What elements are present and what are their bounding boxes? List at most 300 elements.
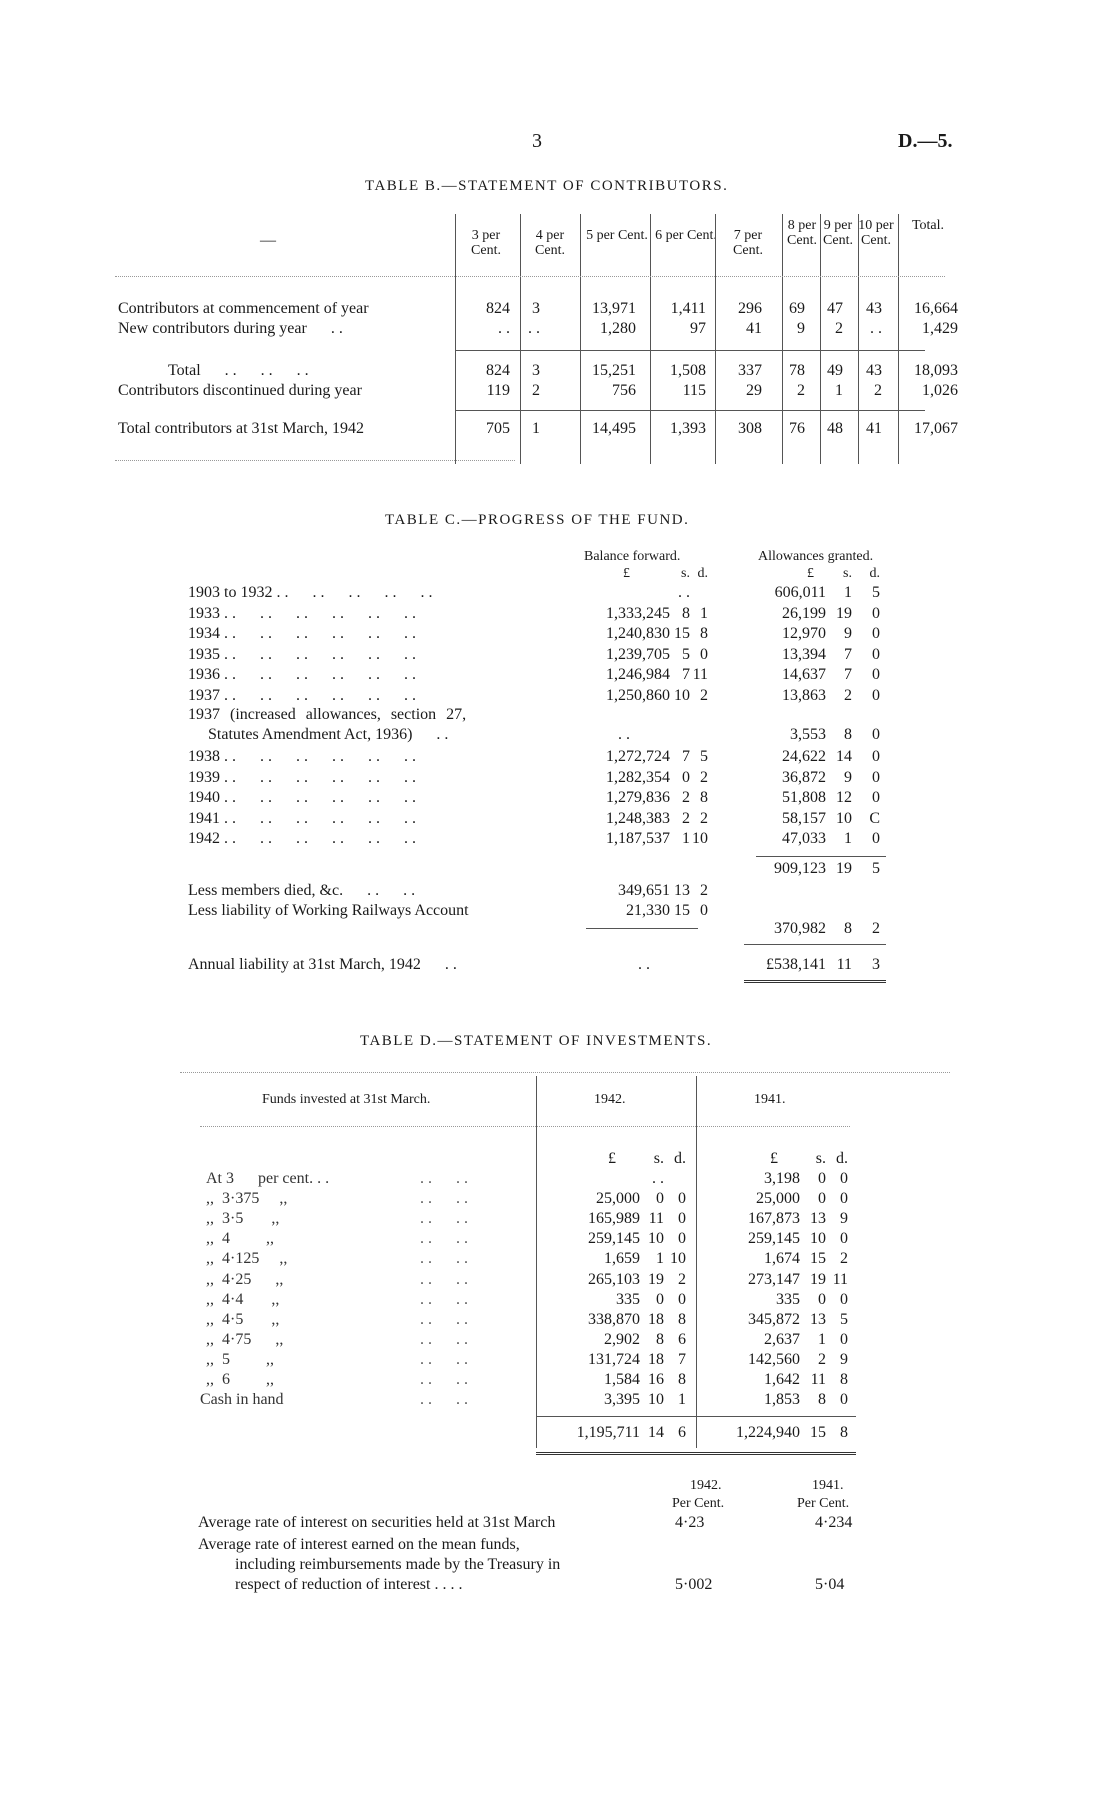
table-d-1941-cell: 1	[818, 1330, 826, 1348]
table-c-allowances-header: Allowances granted.	[758, 549, 874, 564]
table-c-annual-label: Annual liability at 31st March, 1942 . .	[188, 956, 457, 973]
table-b-col-header: 10 per Cent.	[858, 218, 894, 248]
table-b-col-header: 9 per Cent.	[823, 218, 853, 248]
table-d-1941-unit: £	[770, 1150, 778, 1167]
table-c-allowance-cell: 13,394	[782, 645, 826, 663]
table-d-1942-unit: d.	[674, 1150, 686, 1167]
table-c-balance-cell: 1,187,537	[606, 830, 670, 847]
table-d-1942-cell: 10	[648, 1230, 664, 1248]
table-c-balance-cell: 1,246,984	[606, 666, 670, 683]
table-d-row-leader: . . . .	[420, 1371, 468, 1388]
table-d-total-rule	[536, 1416, 856, 1417]
table-d-1941-cell: 9	[840, 1210, 848, 1228]
table-c-subtotal-cell: 909,123	[774, 860, 826, 877]
table-c-special-allowance: 8	[844, 726, 852, 743]
table-b-cell: 78	[789, 362, 805, 379]
table-d-row-label: ,, 4·5 ,,	[206, 1310, 280, 1328]
table-d-1941-unit: d.	[836, 1150, 848, 1167]
table-b-cell: 9	[797, 320, 805, 337]
table-d-1942-cell: 1,659	[604, 1250, 640, 1268]
table-c-row-label: 1940 . . . . . . . . . . . .	[188, 789, 416, 806]
table-c-allowance-cell: 1	[844, 830, 852, 847]
table-b-cell: 13,971	[592, 300, 636, 317]
table-c-allowance-cell: 9	[844, 625, 852, 642]
table-c-balance-cell: 1,279,836	[606, 789, 670, 806]
table-c-balance-cell: 2	[700, 686, 708, 704]
table-c-allowance-cell: 14,637	[782, 666, 826, 683]
table-b-row-label: Contributors at commencement of year	[118, 300, 369, 317]
table-c-allowance-unit: £	[807, 566, 814, 581]
table-c-allowance-unit: d.	[869, 566, 880, 581]
table-b-cell: 1,393	[670, 420, 706, 437]
table-d-1941-cell: 345,872	[748, 1310, 800, 1328]
table-d-1941-cell: 0	[840, 1230, 848, 1248]
table-b-col-header: 5 per Cent.	[586, 228, 648, 243]
table-d-1942-cell: 0	[678, 1210, 686, 1228]
table-c-row-label: 1939 . . . . . . . . . . . .	[188, 768, 416, 786]
table-c-less-died-label: Less members died, &c. . . . .	[188, 882, 416, 899]
table-d-1942-cell: 2,902	[604, 1330, 640, 1348]
table-c-balance-unit: d.	[697, 566, 708, 581]
table-d-row-leader: . . . .	[420, 1230, 468, 1248]
table-b-col-header: 7 per Cent.	[733, 228, 763, 258]
table-b-cell: 1,411	[670, 300, 706, 317]
table-d-1941-cell: 0	[818, 1190, 826, 1208]
table-b-row-label: New contributors during year . .	[118, 320, 343, 337]
interest-row2-label-1: Average rate of interest earned on the mean funds,	[198, 1536, 520, 1553]
table-d-1941-cell: 5	[840, 1310, 848, 1328]
table-d-header-rule	[200, 1126, 850, 1127]
table-d-1941-cell: 9	[840, 1350, 848, 1368]
table-b-cell: 43	[866, 300, 882, 317]
table-c-balance-cell: 1,272,724	[606, 748, 670, 765]
table-d-1942-cell: 18	[648, 1350, 664, 1368]
table-c-allowance-cell: 12	[836, 789, 852, 806]
table-c-allowance-cell: 36,872	[782, 768, 826, 786]
table-c-balance-unit: s.	[681, 566, 690, 581]
table-d-1942-cell: 131,724	[588, 1350, 640, 1368]
table-d-1942-cell: 0	[678, 1190, 686, 1208]
table-c-allowance-cell: 0	[872, 748, 880, 765]
table-d-1942-cell: 0	[678, 1290, 686, 1308]
table-c-less-died-cell: 13	[674, 882, 690, 899]
table-b-cell: 337	[738, 362, 762, 379]
table-d-1942-cell: 3,395	[604, 1391, 640, 1409]
table-b-cell: . .	[528, 320, 540, 337]
table-c-balance-cell: 1,240,830	[606, 625, 670, 642]
table-d-1941-cell: 11	[810, 1371, 826, 1388]
table-d-top-rule	[180, 1072, 950, 1073]
table-c-less-died-cell: 2	[700, 882, 708, 899]
table-c-allowance-rule	[756, 856, 886, 857]
table-c-row-label: 1937 . . . . . . . . . . . .	[188, 686, 416, 704]
table-b-cell: 1,508	[670, 362, 706, 379]
table-c-special-allowance: 0	[872, 726, 880, 743]
table-c-allowance-cell: 13,863	[782, 686, 826, 704]
table-b-cell: 69	[789, 300, 805, 317]
table-b-col-header: 8 per Cent.	[787, 218, 817, 248]
table-c-allowance-cell: 58,157	[782, 809, 826, 827]
table-d-column-rule	[536, 1076, 537, 1448]
table-d-1941-cell: 3,198	[764, 1170, 800, 1187]
table-d-row-leader: . . . .	[420, 1210, 468, 1228]
table-d-1941-cell: 0	[840, 1391, 848, 1409]
interest-row2-1941: 5·04	[815, 1576, 845, 1593]
table-d-row-label: ,, 4·75 ,,	[206, 1330, 284, 1348]
table-c-less-railways-cell: 0	[700, 902, 708, 919]
table-d-1942-cell: 2	[678, 1270, 686, 1288]
table-d-1941-cell: 25,000	[756, 1190, 800, 1208]
interest-1941-unit: Per Cent.	[797, 1496, 850, 1511]
table-b-cell: 15,251	[592, 362, 636, 379]
table-b-cell: 115	[682, 382, 706, 399]
table-b-cell: 3	[532, 300, 540, 317]
table-d-total-1941: 15	[810, 1424, 826, 1441]
table-b-row-label: Total contributors at 31st March, 1942	[118, 420, 364, 437]
table-d-1941-header: 1941.	[754, 1092, 786, 1107]
table-d-1941-cell: 2	[840, 1250, 848, 1268]
table-b-cell: . .	[498, 320, 510, 337]
table-d-1942-cell: 265,103	[588, 1270, 640, 1288]
table-c-less-railways-cell: 21,330	[626, 902, 670, 919]
table-d-1942-unit: s.	[653, 1150, 664, 1167]
table-b-cell: 2	[835, 320, 843, 337]
document-reference: D.—5.	[898, 130, 953, 152]
table-d-1942-cell: 8	[678, 1310, 686, 1328]
table-c-allowance-cell: 12,970	[782, 625, 826, 642]
table-c-allowance-cell: 19	[836, 604, 852, 622]
table-d-total-1941: 1,224,940	[736, 1424, 800, 1441]
interest-row1-1941: 4·234	[815, 1514, 853, 1531]
table-c-less-railways-cell: 15	[674, 902, 690, 919]
table-d-1942-cell: 8	[678, 1371, 686, 1388]
table-c-balance-cell: 7	[682, 666, 690, 683]
table-c-allowance-cell: 0	[872, 768, 880, 786]
table-d-1941-cell: 19	[810, 1270, 826, 1288]
table-b-cell: 308	[738, 420, 762, 437]
table-c-annual-cell: £538,141	[766, 956, 826, 973]
table-b-cell: 1	[835, 382, 843, 399]
table-b-cell: 29	[746, 382, 762, 399]
table-c-allowance-cell: 7	[844, 666, 852, 683]
table-d-1942-header: 1942.	[594, 1092, 626, 1107]
table-d-1942-cell: 259,145	[588, 1230, 640, 1248]
table-d-1942-cell: 0	[656, 1290, 664, 1308]
table-c-special-allowance: 3,553	[790, 726, 826, 743]
table-c-less-total-cell: 370,982	[774, 920, 826, 937]
table-c-balance-cell: 8	[700, 789, 708, 806]
table-d-row-label: ,, 3·375 ,,	[206, 1190, 288, 1208]
table-d-total-1941: 8	[840, 1424, 848, 1441]
table-b-cell: 41	[746, 320, 762, 337]
table-d-row-leader: . . . .	[420, 1310, 468, 1328]
table-b-row-label: Contributors discontinued during year	[118, 382, 362, 399]
table-d-row-label: Cash in hand	[200, 1391, 284, 1409]
table-d-1941-cell: 1,853	[764, 1391, 800, 1409]
table-c-balance-cell: 1,250,860	[606, 686, 670, 704]
table-d-row-label: ,, 4·125 ,,	[206, 1250, 288, 1268]
table-d-1942-cell: 16	[648, 1371, 664, 1388]
table-b-cell: 119	[486, 382, 510, 399]
table-b-cell: 1,026	[922, 382, 958, 399]
table-b-cell: 824	[486, 362, 510, 379]
table-d-row-leader: . . . .	[420, 1270, 468, 1288]
table-b-cell: 824	[486, 300, 510, 317]
table-d-1941-cell: 0	[818, 1290, 826, 1308]
table-c-special-balance: . .	[618, 726, 630, 743]
table-d-total-1942: 1,195,711	[576, 1424, 640, 1441]
table-c-allowance-cell: 2	[844, 686, 852, 704]
table-c-row-label: 1941 . . . . . . . . . . . .	[188, 809, 416, 827]
table-c-balance-cell: 1	[682, 830, 690, 847]
table-d-1941-cell: 15	[810, 1250, 826, 1268]
table-b-cell: 2	[532, 382, 540, 399]
table-d-row-leader: . . . .	[420, 1350, 468, 1368]
table-d-row-leader: . . . .	[420, 1170, 468, 1187]
table-b-subtotal-rule	[455, 350, 925, 351]
table-b-header-rule	[115, 276, 945, 277]
table-c-row-label: 1934 . . . . . . . . . . . .	[188, 625, 416, 642]
table-d-1941-cell: 8	[840, 1371, 848, 1388]
table-b-cell: 2	[797, 382, 805, 399]
table-d-1941-cell: 0	[840, 1170, 848, 1187]
table-d-1942-cell: 1	[678, 1391, 686, 1409]
table-d-1941-cell: 11	[832, 1270, 848, 1288]
table-b-cell: 17,067	[914, 420, 958, 437]
table-c-allowance-cell: 24,622	[782, 748, 826, 765]
table-c-balance-cell: 2	[682, 789, 690, 806]
table-b-cell: 705	[486, 420, 510, 437]
table-b-stub-header: —	[260, 232, 276, 249]
table-d-1941-cell: 2	[818, 1350, 826, 1368]
table-c-allowance-cell: 0	[872, 686, 880, 704]
table-b-cell: 48	[827, 420, 843, 437]
table-c-allowance-cell: 0	[872, 604, 880, 622]
table-d-row-leader: . . . .	[420, 1190, 468, 1208]
table-c-balance-cell: 0	[682, 768, 690, 786]
table-d-1941-cell: 0	[840, 1290, 848, 1308]
table-d-1941-cell: 335	[776, 1290, 800, 1308]
table-d-1942-cell: 25,000	[596, 1190, 640, 1208]
table-d-1941-cell: 10	[810, 1230, 826, 1248]
table-c-allowance-cell: 1	[844, 584, 852, 601]
table-c-allowance-unit: s.	[843, 566, 852, 581]
table-c-balance-cell: 2	[700, 809, 708, 827]
table-b-cell: 43	[866, 362, 882, 379]
table-d-1942-cell: 1,584	[604, 1371, 640, 1388]
table-c-allowance-cell: 0	[872, 645, 880, 663]
table-d-total-double-rule	[536, 1452, 856, 1455]
table-c-balance-cell: 1,248,383	[606, 809, 670, 827]
table-d-1941-cell: 8	[818, 1391, 826, 1409]
table-d-1941-cell: 1,674	[764, 1250, 800, 1268]
table-d-row-label: ,, 3·5 ,,	[206, 1210, 280, 1228]
table-d-1941-cell: 259,145	[748, 1230, 800, 1248]
table-b-cell: 47	[827, 300, 843, 317]
table-d-1941-cell: 142,560	[748, 1350, 800, 1368]
table-d-1941-cell: 13	[810, 1310, 826, 1328]
table-d-1941-cell: 0	[840, 1190, 848, 1208]
table-c-balance-cell: 8	[700, 625, 708, 642]
table-c-balance-cell: 1,333,245	[606, 604, 670, 622]
table-b-row-label: Total . . . . . .	[168, 362, 309, 379]
table-c-less-rule	[586, 928, 698, 929]
table-c-row-label: 1935 . . . . . . . . . . . .	[188, 645, 416, 663]
table-c-balance-cell: 1,282,354	[606, 768, 670, 786]
table-d-row-label: At 3 per cent. . .	[206, 1170, 330, 1187]
table-c-allowance-cell: 51,808	[782, 789, 826, 806]
table-b-cell: 41	[866, 420, 882, 437]
table-d-row-leader: . . . .	[420, 1330, 468, 1348]
table-b-col-header: Total.	[911, 218, 945, 233]
table-c-allowance-cell: 5	[872, 584, 880, 601]
table-c-allowance-cell: 0	[872, 666, 880, 683]
table-b-cell: 97	[690, 320, 706, 337]
table-d-1942-cell: 19	[648, 1270, 664, 1288]
table-d-1941-cell: 273,147	[748, 1270, 800, 1288]
table-c-less-died-cell: 349,651	[618, 882, 670, 899]
table-d-1941-cell: 1,642	[764, 1371, 800, 1388]
table-b-cell: 1,280	[600, 320, 636, 337]
table-b-cell: 296	[738, 300, 762, 317]
table-c-allowance-cell: 0	[872, 625, 880, 642]
table-c-balance-cell: 11	[692, 666, 708, 683]
table-c-allowance-cell: 0	[872, 789, 880, 806]
table-b-col-header: 3 per Cent.	[471, 228, 501, 258]
table-d-1942-cell: 10	[648, 1391, 664, 1409]
table-c-balance-cell: . .	[678, 584, 690, 601]
table-d-1942-cell: 0	[678, 1230, 686, 1248]
table-c-balance-cell: 15	[674, 625, 690, 642]
table-b-cell: 1,429	[922, 320, 958, 337]
table-c-balance-cell: 10	[674, 686, 690, 704]
table-c-annual-cell: 3	[872, 956, 880, 973]
table-d-1942-cell: 335	[616, 1290, 640, 1308]
table-b-cell: 1	[532, 420, 540, 437]
interest-1941-header: 1941.	[812, 1478, 844, 1493]
table-d-1942-cell: 7	[678, 1350, 686, 1368]
table-d-1942-cell: 11	[648, 1210, 664, 1228]
table-b-cell: 3	[532, 362, 540, 379]
interest-row2-label-3: respect of reduction of interest . . . .	[235, 1576, 463, 1593]
interest-row1-label: Average rate of interest on securities held at 31st March	[198, 1514, 556, 1531]
table-d-row-leader: . . . .	[420, 1391, 468, 1409]
table-d-1941-cell: 0	[818, 1170, 826, 1187]
table-c-balance-unit: £	[623, 566, 630, 581]
table-d-1942-cell: 6	[678, 1330, 686, 1348]
table-c-allowance-cell: 47,033	[782, 830, 826, 847]
table-c-balance-cell: 5	[700, 748, 708, 765]
table-c-balance-cell: 1	[700, 604, 708, 622]
table-d-1941-cell: 2,637	[764, 1330, 800, 1348]
table-c-subtotal-cell: 5	[872, 860, 880, 877]
table-c-less-total-cell: 2	[872, 920, 880, 937]
table-c-balance-cell: 7	[682, 748, 690, 765]
table-b-cell: 18,093	[914, 362, 958, 379]
table-c-balance-cell: 2	[682, 809, 690, 827]
table-c-annual-double-rule	[744, 980, 886, 983]
table-c-allowance-cell: 606,011	[774, 584, 826, 601]
table-c-balance-cell: 5	[682, 645, 690, 663]
table-d-1942-cell: 1	[656, 1250, 664, 1268]
table-c-allowance-cell: 26,199	[782, 604, 826, 622]
table-d-1942-cell: . .	[652, 1170, 664, 1187]
table-d-1941-unit: s.	[815, 1150, 826, 1167]
table-b-cell: 14,495	[592, 420, 636, 437]
table-c-balance-cell: 0	[700, 645, 708, 663]
table-d-row-label: ,, 4 ,,	[206, 1230, 274, 1248]
table-d-1942-cell: 18	[648, 1310, 664, 1328]
table-d-total-1942: 14	[648, 1424, 664, 1441]
table-b-cell: 2	[874, 382, 882, 399]
table-d-stub-header: Funds invested at 31st March.	[262, 1092, 431, 1107]
table-c-allowance-cell: 10	[836, 809, 852, 827]
table-c-balance-cell: 2	[700, 768, 708, 786]
table-c-special-label: 1937 (increased allowances, section 27,	[188, 706, 467, 723]
table-c-allowance-cell: 7	[844, 645, 852, 663]
table-b-total-rule	[455, 410, 925, 411]
table-c-annual-cell: 11	[836, 956, 852, 973]
table-c-row-label: 1938 . . . . . . . . . . . .	[188, 748, 416, 765]
table-d-1942-unit: £	[608, 1150, 616, 1167]
table-b-bottom-rule	[115, 460, 515, 461]
table-b-col-header: 6 per Cent.	[655, 228, 717, 243]
table-b-col-header: 4 per Cent.	[535, 228, 565, 258]
table-c-less-total-cell: 8	[844, 920, 852, 937]
table-d-1942-cell: 338,870	[588, 1310, 640, 1328]
table-c-allowance-cell: 14	[836, 748, 852, 765]
page-number: 3	[532, 130, 542, 152]
table-d-1942-cell: 165,989	[588, 1210, 640, 1228]
table-d-row-label: ,, 4·25 ,,	[206, 1270, 284, 1288]
table-c-balance-header: Balance forward.	[584, 549, 681, 564]
table-b-cell: 76	[789, 420, 805, 437]
table-c-row-label: 1936 . . . . . . . . . . . .	[188, 666, 416, 683]
table-c-row-label: 1903 to 1932 . . . . . . . . . .	[188, 584, 433, 601]
interest-row2-label-2: including reimbursements made by the Treasury in	[235, 1556, 561, 1573]
table-d-1941-cell: 0	[840, 1330, 848, 1348]
table-c-balance-cell: 1,239,705	[606, 645, 670, 663]
table-b-caption: TABLE B.—STATEMENT OF CONTRIBUTORS.	[365, 178, 729, 194]
table-d-1941-cell: 167,873	[748, 1210, 800, 1228]
table-b-cell: 756	[612, 382, 636, 399]
table-d-total-1942: 6	[678, 1424, 686, 1441]
table-c-row-label: 1942 . . . . . . . . . . . .	[188, 830, 416, 847]
interest-1942-unit: Per Cent.	[672, 1496, 725, 1511]
table-c-balance-cell: 8	[682, 604, 690, 622]
interest-1942-header: 1942.	[690, 1478, 722, 1493]
table-d-1942-cell: 8	[656, 1330, 664, 1348]
table-c-allowance-cell: 9	[844, 768, 852, 786]
table-d-row-leader: . . . .	[420, 1290, 468, 1308]
table-c-balance-cell: 10	[692, 830, 708, 847]
interest-row1-1942: 4·23	[675, 1514, 705, 1531]
table-d-1941-cell: 13	[810, 1210, 826, 1228]
table-c-allowance-cell: C	[869, 809, 880, 827]
table-d-column-rule	[696, 1076, 697, 1448]
table-c-annual-dots: . .	[638, 956, 650, 973]
table-b-cell: 49	[827, 362, 843, 379]
table-c-subtotal-cell: 19	[836, 860, 852, 877]
table-c-annual-rule	[744, 944, 886, 945]
table-c-allowance-cell: 0	[872, 830, 880, 847]
table-b-cell: . .	[870, 320, 882, 337]
interest-row2-1942: 5·002	[675, 1576, 713, 1593]
table-c-special-label: Statutes Amendment Act, 1936) . .	[208, 726, 449, 743]
table-d-row-label: ,, 4·4 ,,	[206, 1290, 280, 1308]
table-b-cell: 16,664	[914, 300, 958, 317]
table-c-less-railways-label: Less liability of Working Railways Account	[188, 902, 469, 919]
